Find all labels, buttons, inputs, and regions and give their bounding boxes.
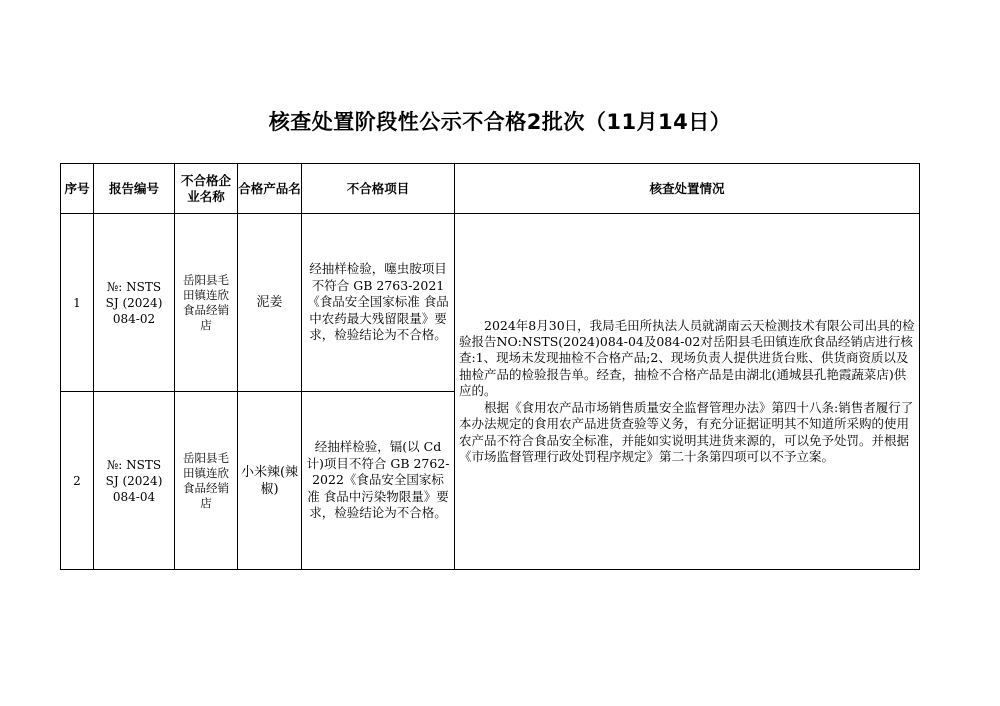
handling-paragraph-2: 根据《食用农产品市场销售质量安全监督管理办法》第四十八条:销售者履行了本办法规定的食用农产品进货查验等义务，有充分证据证明其不知道所采购的使用农产品不符合食品安全标准，并能如实说明其进货来源的，可以免予处罚。并根据《市场监督管理行政处罚程序规定》第二十条第四项可以不予立案。 bbox=[459, 399, 914, 464]
header-handling: 核查处置情况 bbox=[455, 164, 920, 214]
page-title: 核查处置阶段性公示不合格2批次（11月14日） bbox=[268, 110, 732, 134]
table-row bbox=[61, 214, 920, 392]
row-report-no: №: NSTS SJ (2024) 084-04 bbox=[94, 392, 175, 570]
table-header-row bbox=[61, 164, 920, 214]
row-report-no: №: NSTS SJ (2024) 084-02 bbox=[94, 214, 175, 392]
row-item: 经抽样检验，镉(以 Cd 计)项目不符合 GB 2762-2022《食品安全国家标准 食品中污染物限量》要求，检验结论为不合格。 bbox=[302, 392, 455, 570]
header-item: 不合格项目 bbox=[302, 164, 455, 214]
header-report-no: 报告编号 bbox=[94, 164, 175, 214]
row-company: 岳阳县毛田镇连欣食品经销店 bbox=[175, 392, 238, 570]
header-product: 合格产品名 bbox=[238, 164, 302, 214]
row-company: 岳阳县毛田镇连欣食品经销店 bbox=[175, 214, 238, 392]
row-seq: 1 bbox=[61, 214, 94, 392]
inspection-table bbox=[60, 163, 920, 570]
header-seq: 序号 bbox=[61, 164, 94, 214]
row-product: 小米辣(辣椒) bbox=[238, 392, 302, 570]
header-company: 不合格企业名称 bbox=[175, 164, 238, 214]
row-item: 经抽样检验，噻虫胺项目不符合 GB 2763-2021《食品安全国家标准 食品中农药最大残留限量》要求，检验结论为不合格。 bbox=[302, 214, 455, 392]
handling-paragraph-1: 2024年8月30日，我局毛田所执法人员就湖南云天检测技术有限公司出具的检验报告NO:NSTS(2024)084-04及084-02对岳阳县毛田镇连欣食品经销店进行核查:1、现场未发现抽检不合格产品;2、现场负责人提供进货台账、供货商资质以及抽检产品的检验报告单。经查，抽检不合格产品是由湖北(通城县孔艳霞蔬菜店)供应的。 bbox=[459, 317, 915, 399]
row-product: 泥姜 bbox=[238, 214, 302, 392]
row-seq: 2 bbox=[61, 392, 94, 570]
handling-cell bbox=[455, 214, 920, 570]
